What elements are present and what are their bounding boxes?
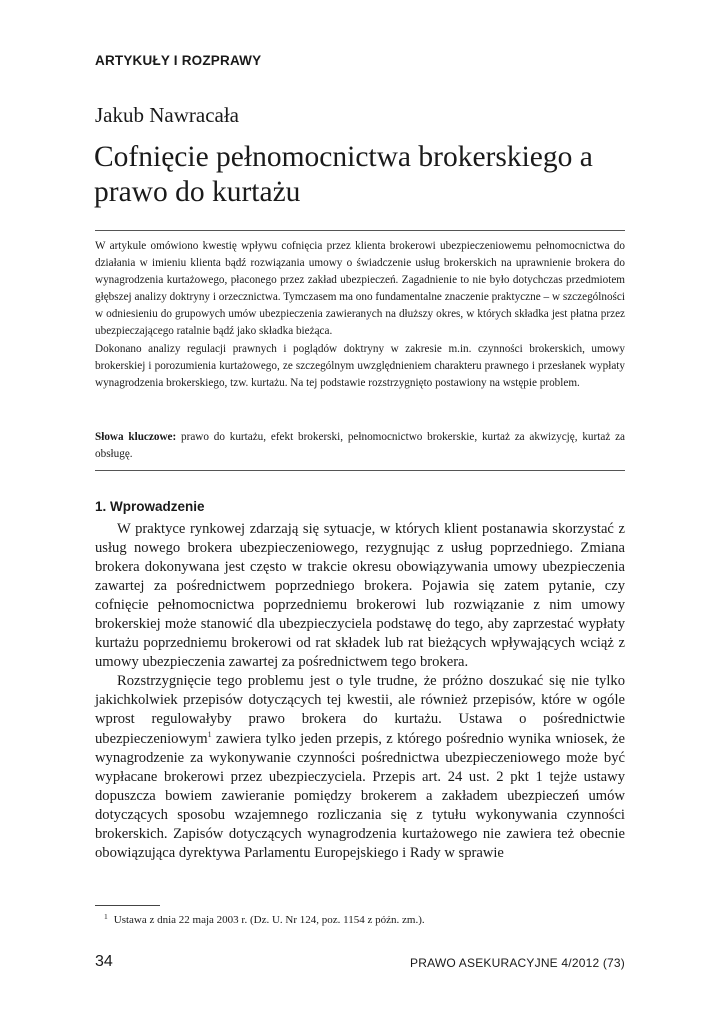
footnote-text: Ustawa z dnia 22 maja 2003 r. (Dz. U. Nr 124, poz. 1154 z późn. zm.). [113,914,425,926]
body-text-span: zawiera tylko jeden przepis, z którego pośrednio wynika wniosek, że wynagrodzenie za wykonywanie czynności pośrednictwa ubezpieczeniowego może być wypłacane brokerowi przez ubezpieczyciela. Przepis art. 24 ust. 2 pkt 1 tejże ustawy dopuszcza bowiem zawieranie pomiędzy brokerem a zakładem ubezpieczeń umów dotyczących sposobu wzajemnego rozliczania się z tytułu wykonywania czynności brokerskich. Zapisów dotyczących wynagrodzenia kurtażowego nie zawiera też obecnie obowiązująca dyrektywa Parlamentu Europejskiego i Rady w sprawie [95,730,625,861]
footnote-reference[interactable]: 1 [207,729,212,739]
section-label: ARTYKUŁY I ROZPRAWY [95,53,262,68]
footnote-rule [95,905,160,906]
body-paragraph: W praktyce rynkowej zdarzają się sytuacje, w których klient postanawia skorzystać z usług nowego brokera ubezpieczeniowego, rezygnując z usług poprzedniego. Zmiana brokera dokonywana jest często w trakcie okresu obowiązywania umowy ubezpieczenia zawartej za pośrednictwem poprzedniego brokera. Pojawia się zatem pytanie, czy cofnięcie pełnomocnictwa poprzedniemu brokerowi lub rozwiązanie z nim umowy brokerskiej może stanowić dla ubezpieczyciela podstawę do tego, aby zaprzestać wypłaty kurtażu poprzedniemu brokerowi od rat składek lub rat bieżących wpływających wciąż z umowy ubezpieczenia zawartej za pośrednictwem tego brokera. [95,521,625,671]
keywords-label: Słowa kluczowe: [95,431,177,443]
abstract [95,238,625,392]
footnote-number: 1 [104,912,108,921]
abstract-bottom-rule [95,470,625,471]
page-number: 34 [95,953,113,970]
abstract-top-rule [95,230,625,231]
article-title: Cofnięcie pełnomocnictwa brokerskiego a prawo do kurtażu [94,141,593,208]
footnote [104,914,425,926]
keywords [95,429,625,463]
keywords-list: prawo do kurtażu, efekt brokerski, pełnomocnictwo brokerskie, kurtaż za akwizycję, kurtaż za obsługę. [95,431,625,461]
journal-footer: PRAWO ASEKURACYJNE 4/2012 (73) [410,956,625,970]
section-heading: 1. Wprowadzenie [95,499,205,514]
body-text-span: Rozstrzygnięcie tego problemu jest o tyle trudne, że próżno doszukać się nie tylko jakichkolwiek przepisów dotyczących tej kwestii, ale również przepisów, które w ogóle wprost regulowałyby prawo brokera do kurtażu. Ustawa o pośrednictwie ubezpieczeniowym [95,673,625,747]
body-paragraph [95,672,625,862]
abstract-paragraph: W artykule omówiono kwestię wpływu cofnięcia przez klienta brokerowi ubezpieczeniowemu pełnomocnictwa do działania w imieniu klienta bądź rozwiązania umowy o świadczenie usług brokerskich na uprawnienie brokera do wynagrodzenia kurtażowego, płaconego przez zakład ubezpieczeń. Zagadnienie to nie było dotychczas przedmiotem głębszej analizy doktryny i orzecznictwa. Tymczasem ma ono fundamentalne znaczenie praktyczne – w szczególności w odniesieniu do grupowych umów ubezpieczenia zawieranych na dłuższy okres, w których składka jest płatna przez ubezpieczającego ratalnie bądź jako składka bieżąca. [95,240,625,338]
body-text [95,520,625,863]
author-name: Jakub Nawracała [95,103,240,127]
abstract-paragraph: Dokonano analizy regulacji prawnych i poglądów doktryny w zakresie m.in. czynności brokerskich, umowy brokerskiej i porozumienia kurtażowego, ze szczególnym uwzględnieniem charakteru prawnego i przesłanek wypłaty wynagrodzenia brokerskiego, tzw. kurtażu. Na tej podstawie rozstrzygnięto postawiony na wstępie problem. [95,342,625,389]
